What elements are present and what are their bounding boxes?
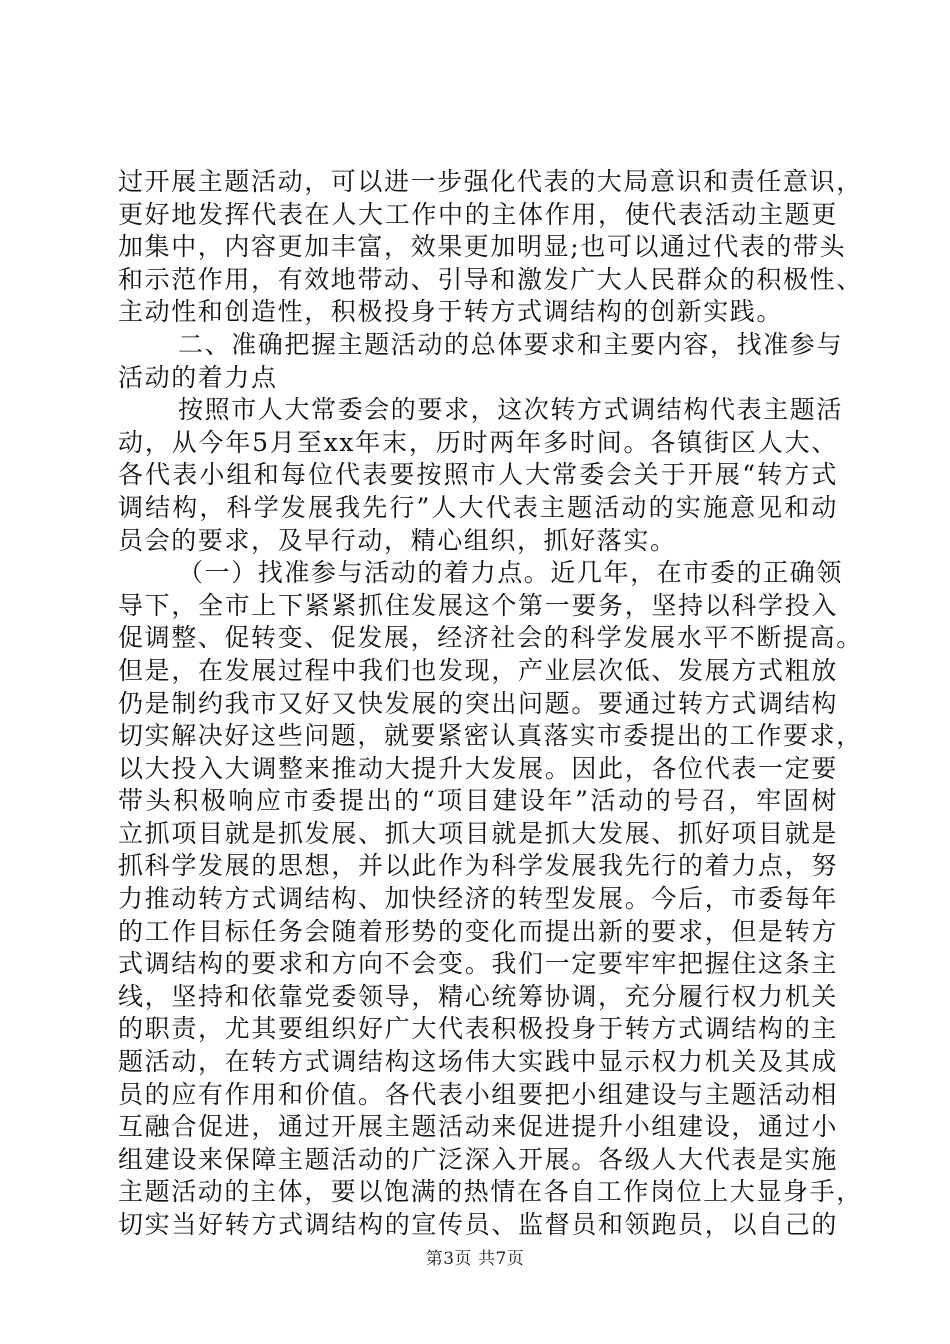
text-line: 式调结构的要求和方向不会变。我们一定要牢牢把握住这条主 — [118, 949, 838, 979]
section-heading-line: 二、准确把握主题活动的总体要求和主要内容，找准参与 — [178, 329, 844, 359]
text-line: 主题活动的主体，要以饱满的热情在各自工作岗位上大显身手， — [118, 1177, 863, 1207]
text-line: 员会的要求，及早行动，精心组织，抓好落实。 — [118, 525, 677, 555]
text-line: 加集中，内容更加丰富，效果更加明显;也可以通过代表的带头 — [118, 232, 847, 262]
text-line: 的工作目标任务会随着形势的变化而提出新的要求，但是转方 — [118, 916, 838, 946]
text-line: 互融合促进，通过开展主题活动来促进提升小组建设，通过小 — [118, 1112, 838, 1142]
text-line: 的职责，尤其要组织好广大代表积极投身于转方式调结构的主 — [118, 1014, 838, 1044]
text-line: 促调整、促转变、促发展，经济社会的科学发展水平不断提高。 — [118, 623, 863, 653]
text-line: 切实当好转方式调结构的宣传员、监督员和领跑员，以自己的 — [118, 1210, 838, 1239]
text-line: 抓科学发展的思想，并以此作为科学发展我先行的着力点，努 — [118, 851, 838, 881]
text-line: 线，坚持和依靠党委领导，精心统筹协调，充分履行权力机关 — [118, 981, 838, 1011]
text-line: 动，从今年5月至xx年末，历时两年多时间。各镇街区人大、 — [118, 427, 838, 457]
text-line: 导下，全市上下紧紧抓住发展这个第一要务，坚持以科学投入 — [118, 590, 838, 620]
text-line: 主动性和创造性，积极投身于转方式调结构的创新实践。 — [118, 297, 784, 327]
text-line: 立抓项目就是抓发展、抓大项目就是抓大发展、抓好项目就是 — [118, 818, 838, 848]
page-footer — [0, 1244, 950, 1269]
text-line: 调结构，科学发展我先行”人大代表主题活动的实施意见和动 — [118, 492, 838, 522]
text-line: 组建设来保障主题活动的广泛深入开展。各级人大代表是实施 — [118, 1144, 838, 1174]
text-line: 力推动转方式调结构、加快经济的转型发展。今后，市委每年 — [118, 884, 838, 914]
text-line: 更好地发挥代表在人大工作中的主体作用，使代表活动主题更 — [118, 199, 838, 229]
page-number-label: 第3页 共7页 — [425, 1249, 525, 1269]
body-text — [118, 166, 863, 1242]
text-line: 但是，在发展过程中我们也发现，产业层次低、发展方式粗放 — [118, 655, 838, 685]
text-line: 仍是制约我市又好又快发展的突出问题。要通过转方式调结构 — [118, 688, 838, 718]
text-line: （一）找准参与活动的着力点。近几年，在市委的正确领 — [178, 558, 844, 588]
text-line: 和示范作用，有效地带动、引导和激发广大人民群众的积极性、 — [118, 264, 863, 294]
text-line: 带头积极响应市委提出的“项目建设年”活动的号召，牢固树 — [118, 786, 838, 816]
text-line: 各代表小组和每位代表要按照市人大常委会关于开展“转方式 — [118, 460, 838, 490]
text-line: 题活动，在转方式调结构这场伟大实践中显示权力机关及其成 — [118, 1047, 838, 1077]
text-line: 以大投入大调整来推动大提升大发展。因此，各位代表一定要 — [118, 753, 838, 783]
text-line: 员的应有作用和价值。各代表小组要把小组建设与主题活动相 — [118, 1079, 838, 1109]
text-line: 切实解决好这些问题，就要紧密认真落实市委提出的工作要求， — [118, 721, 863, 751]
section-heading-line: 活动的着力点 — [118, 362, 278, 392]
text-line: 过开展主题活动，可以进一步强化代表的大局意识和责任意识， — [118, 167, 863, 196]
text-line: 按照市人大常委会的要求，这次转方式调结构代表主题活 — [178, 395, 844, 425]
